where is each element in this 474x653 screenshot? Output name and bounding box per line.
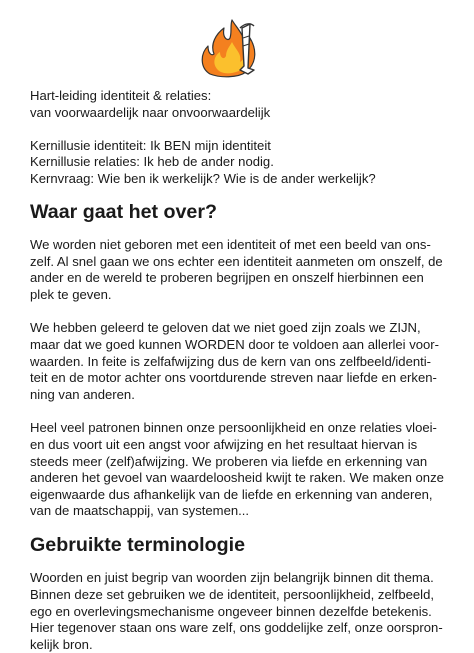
flame-with-torch-icon	[196, 8, 272, 80]
paragraph-line: anderen het gevoel van waardeloosheid kwijt te raken. We maken onze	[30, 470, 444, 486]
paragraph	[30, 320, 442, 403]
paragraph-line: en dus voort uit een angst voor afwijzing en het resultaat hiervan is	[30, 436, 418, 452]
kernillusie-identiteit: Kernillusie identiteit: Ik BEN mijn identiteit	[30, 137, 271, 153]
paragraph-line: eigenwaarde dus afhankelijk van de liefde en erkenning van anderen,	[30, 486, 433, 502]
kern-block	[30, 138, 442, 188]
paragraph-line: van de maatschappij, van systemen...	[30, 503, 250, 519]
kernillusie-relaties: Kernillusie relaties: Ik heb de ander nodig.	[30, 154, 274, 169]
title-line: van voorwaardelijk naar onvoorwaardelijk	[30, 104, 271, 120]
paragraph	[30, 420, 442, 520]
paragraph-line: Woorden en juist begrip van woorden zijn belangrijk binnen dit thema.	[30, 570, 434, 586]
paragraph-line: Binnen deze set gebruiken we de identiteit, persoonlijkheid, zelfbeeld,	[30, 587, 434, 602]
section-heading: Gebruikte terminologie	[30, 533, 245, 556]
paragraph-line: We hebben geleerd te geloven dat we niet goed zijn zoals we ZIJN,	[30, 320, 421, 336]
paragraph-line: ego en overlevingsmechanisme ongeveer binnen dezelfde betekenis.	[30, 603, 432, 619]
paragraph-line: kelijk bron.	[30, 636, 93, 652]
paragraph-line: zelf. Al snel gaan we ons echter een identiteit aanmeten om onszelf, de	[30, 253, 443, 269]
paragraph-line: ander en de wereld te proberen begrijpen en onszelf hierbinnen een	[30, 270, 424, 286]
paragraph-line: Hier tegenover staan ons ware zelf, ons goddelijke zelf, onze oorspron-	[30, 620, 443, 636]
paragraph-line: We worden niet geboren met een identiteit of met een beeld van ons-	[30, 237, 431, 252]
paragraph-line: waarden. In feite is zelfafwijzing dus de kern van ons zelfbeeld/identi-	[30, 353, 432, 369]
paragraph	[30, 237, 442, 303]
logo	[196, 8, 272, 80]
paragraph-line: Heel veel patronen binnen onze persoonlijkheid en onze relaties vloei-	[30, 420, 437, 436]
kernvraag: Kernvraag: Wie ben ik werkelijk? Wie is de ander werkelijk?	[30, 170, 376, 186]
document-title	[30, 88, 442, 121]
paragraph-line: teit en de motor achter ons voortdurende streven naar liefde en erken-	[30, 370, 437, 386]
title-line: Hart-leiding identiteit & relaties:	[30, 88, 212, 103]
paragraph-line: maar dat we goed kunnen WORDEN door te voldoen aan allerlei voor-	[30, 336, 440, 352]
section-heading: Waar gaat het over?	[30, 200, 217, 223]
paragraph-line: steeds meer (zelf)afwijzing. We proberen via liefde en erkenning van	[30, 453, 428, 469]
paragraph-line: ning van anderen.	[30, 386, 135, 402]
paragraph	[30, 570, 442, 653]
paragraph-line: plek te geven.	[30, 286, 112, 302]
document-body	[30, 88, 442, 653]
